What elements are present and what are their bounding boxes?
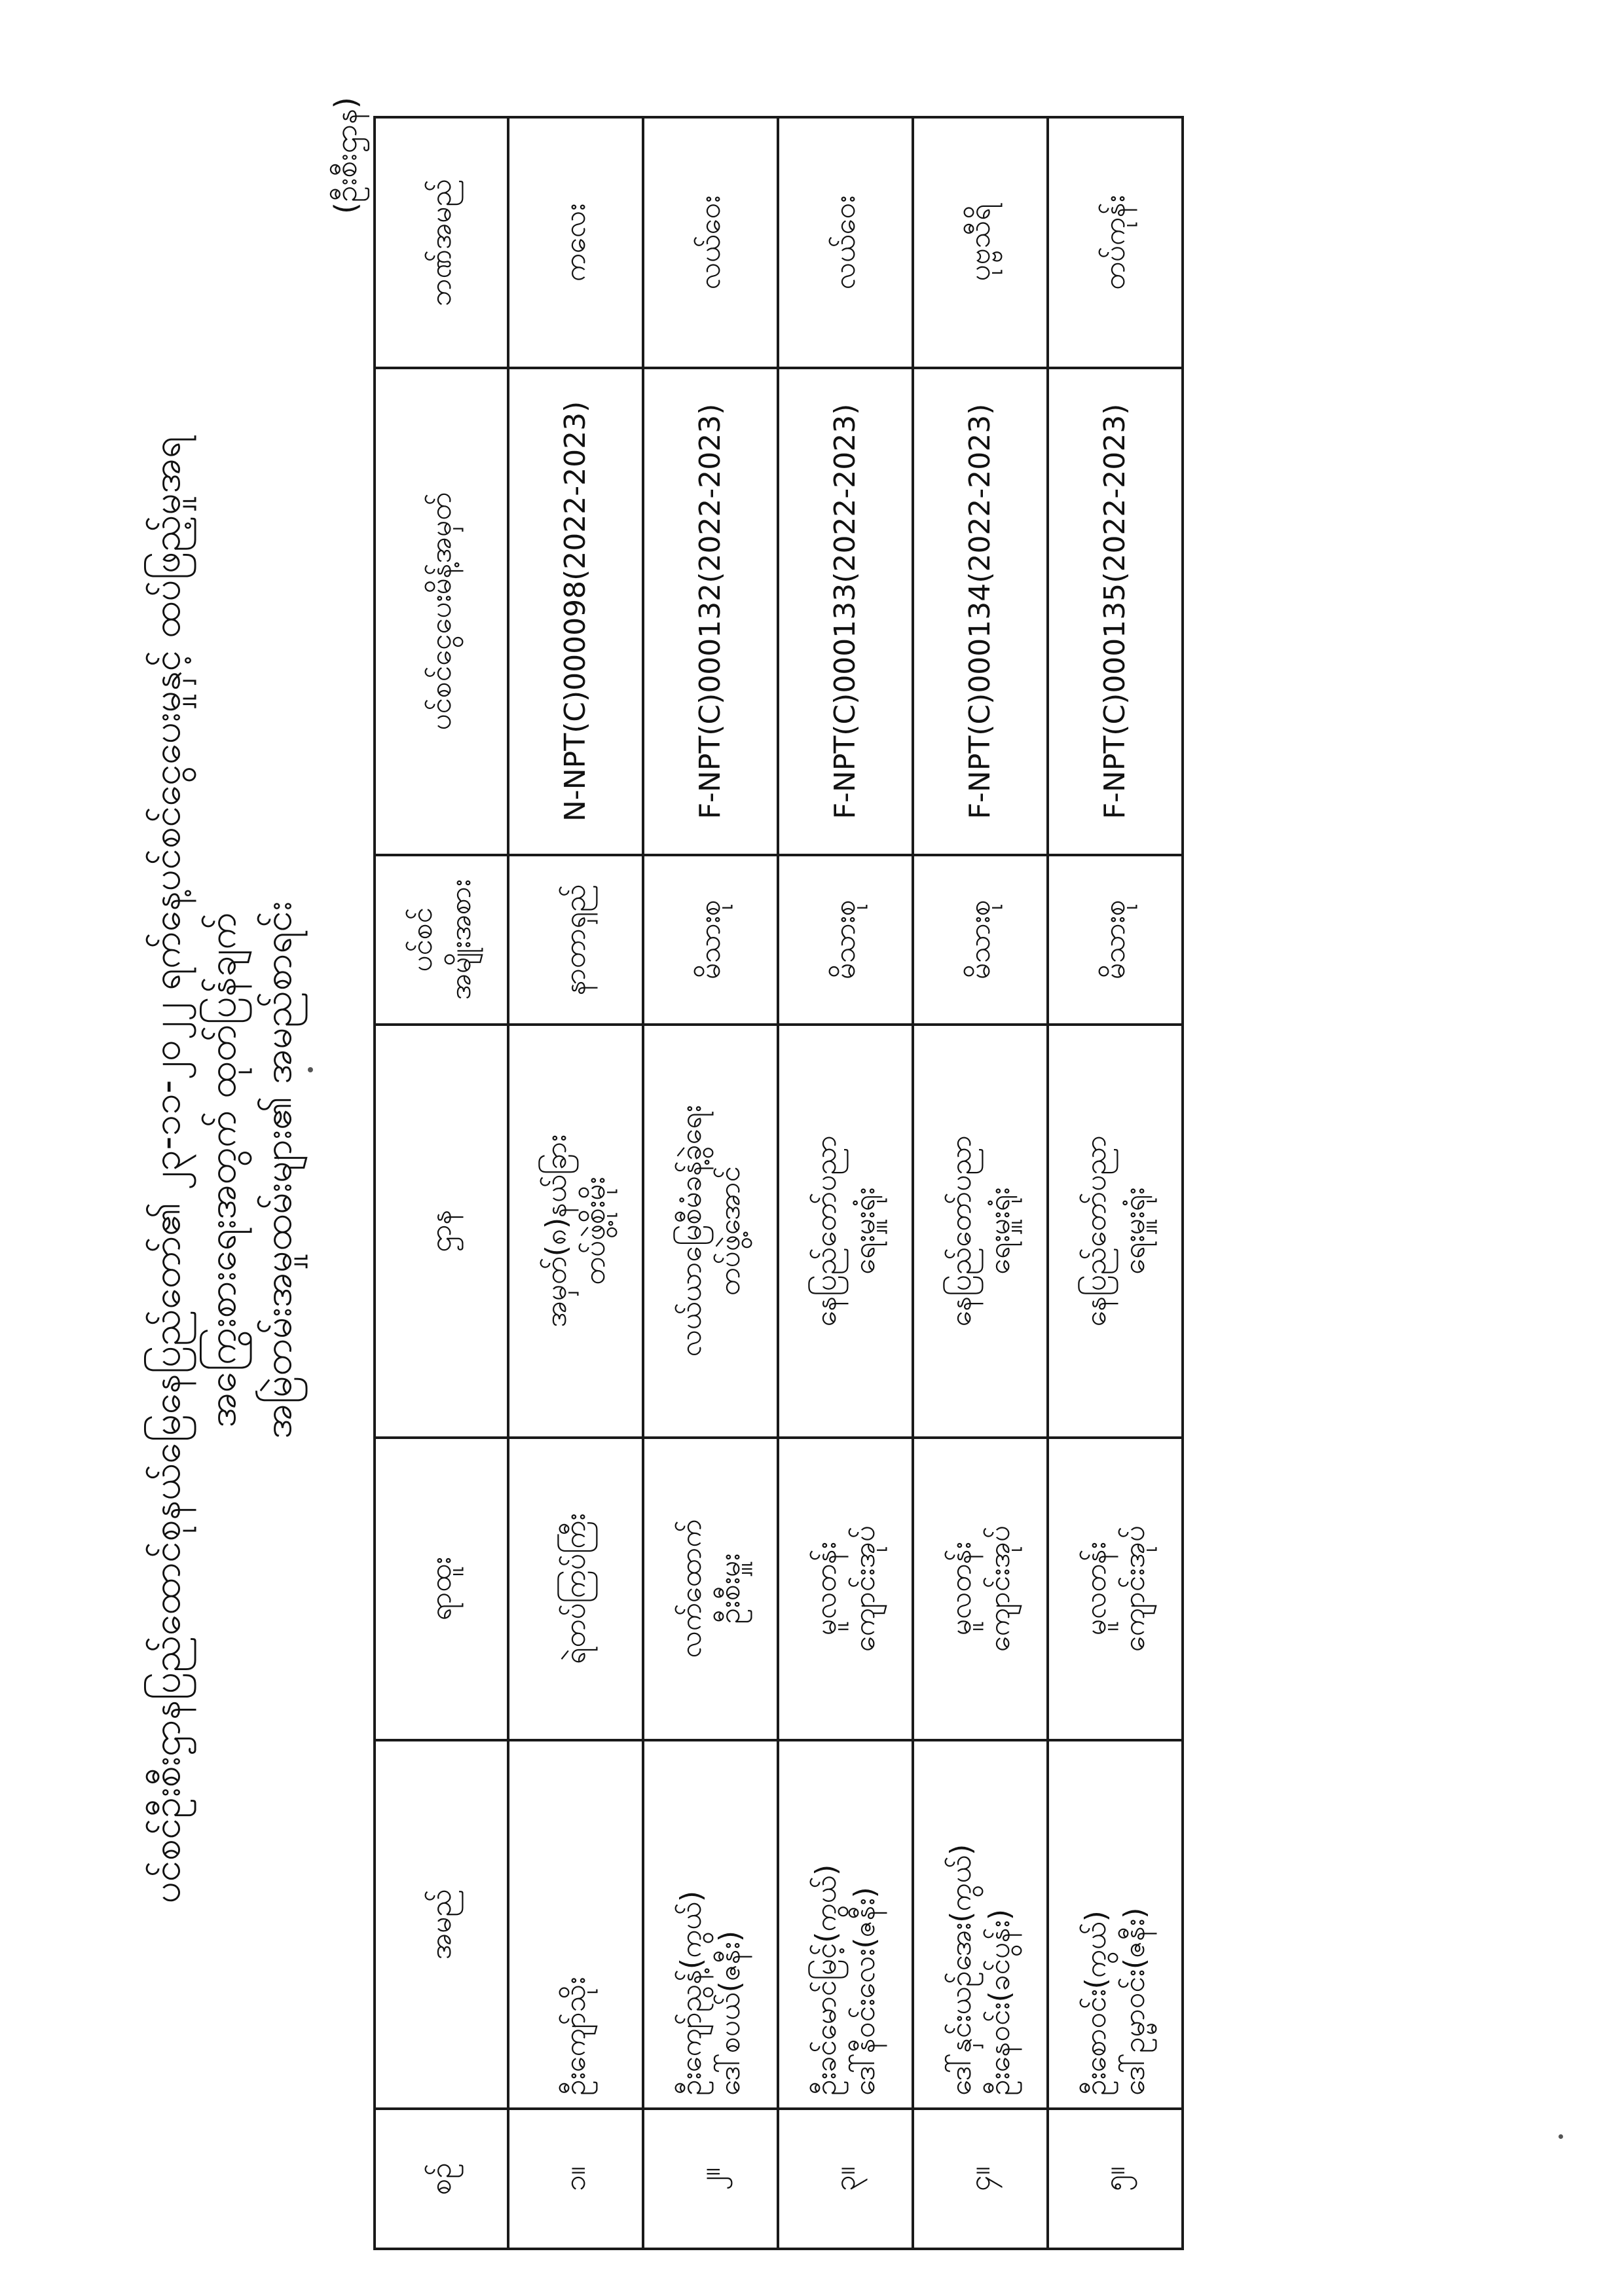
cell-department: နေပြည်တော်ပညာ ရေးမှူးရုံး (1048, 1025, 1183, 1438)
cell-department: နေပြည်တော်ပညာ ရေးမှူးရုံး (778, 1025, 913, 1438)
table-row (643, 117, 778, 2249)
cell-no: ၁။ (508, 2109, 643, 2249)
table-row (913, 117, 1048, 2249)
table-row (1048, 117, 1183, 2249)
scan-speck (1559, 2134, 1563, 2139)
cell-license: F-NPT(C)000135(2022-2023) (1048, 368, 1183, 855)
document-subtitle: အကြွေးစားရေးအတွက် ထုတ်ပြန်ချက် (200, 912, 244, 1428)
cell-department: အမှတ်(၈)နယ်ခြား တပ်ဖွဲ့စိုးမိုး (508, 1025, 643, 1438)
cell-pension-type: မိသားစု (778, 855, 913, 1025)
cell-post: မူလတန်း ကျောင်းအုပ် (913, 1438, 1048, 1740)
unit-label: (ဦးစီးဌာန) (328, 97, 363, 214)
cell-name: ဦးစောဝင်း(ကွယ်) ဒေါ်ဥမ္မာဝင်း(ဇနီး) (1048, 1740, 1183, 2109)
header-pension-type: ပင်စင် အမျိုးအစား (375, 855, 508, 1025)
cell-post: လက်ထောက် ဦးစီးမှူး (643, 1438, 778, 1740)
cell-no: ၄။ (913, 2109, 1048, 2249)
cell-name: ဦးခင်မောင်မြင့်(ကွယ်) ဒေါ်နီဝင်းလေး(ဇနီး) (778, 1740, 913, 2109)
cell-bank: တပ်ကုန်း (1048, 117, 1183, 368)
cell-name: ဦးကျော်သိုး (508, 1740, 643, 2109)
cell-bank: လယ်ဝေး (643, 117, 778, 368)
cell-license: F-NPT(C)000132(2022-2023) (643, 368, 778, 855)
document-subtitle-2: အမြဲတမ်းအမှုထမ်းများ၏ အမည်စာရင်း (255, 901, 300, 1439)
cell-bank: ပုဗ္ဗသီရိ (913, 117, 1048, 368)
header-post: ရာထူး (375, 1438, 508, 1740)
cell-no: ၃။ (778, 2109, 913, 2249)
header-name: အမည် (375, 1740, 508, 2109)
table-row (778, 117, 913, 2249)
header-bank: ဘဏ်အမည် (375, 117, 508, 368)
cell-post: ရဲတပ်ကြပ်ကြီး (508, 1438, 643, 1740)
cell-pension-type: နာတာရှည် (508, 855, 643, 1025)
cell-bank: လယ်ဝေး (778, 117, 913, 368)
cell-pension-type: မိသားစု (1048, 855, 1183, 1025)
table-row (508, 117, 643, 2249)
scan-speck (308, 1067, 313, 1072)
cell-license: F-NPT(C)000134(2022-2023) (913, 368, 1048, 855)
cell-post: မူလတန်း ကျောင်းအုပ် (1048, 1438, 1183, 1740)
cell-department: နေပြည်တော်ပညာ ရေးမှူးရုံး (913, 1025, 1048, 1438)
cell-no: ၂။ (643, 2109, 778, 2249)
cell-name: ဦးကျော်ညွန့်(ကွယ်) ဒေါ်စပယ်(ဇနီး) (643, 1740, 778, 2109)
document-title: ပင်စင်ဦးစီးဌာနပြည်ထောင်စုနယ်မြေနေပြည်တော်၏ ၂၃-၁၁-၂၀၂၂ ရက်နေ့ပင်စင်ငွေပေးမှုနှင့် ထပ်ဖြည့်မှုအရ (144, 436, 189, 1904)
header-license: ပင်စင်ငွေပေးမိန့်အမှတ် (375, 368, 508, 855)
pension-table (373, 116, 1184, 2250)
cell-pension-type: မိသားစု (643, 855, 778, 1025)
cell-license: N-NPT(C)000098(2022-2023) (508, 368, 643, 855)
table-header-row (375, 117, 508, 2249)
cell-post: မူလတန်း ကျောင်းအုပ် (778, 1438, 913, 1740)
cell-department: လယ်ယာမြေစီမံခန့်ခွဲရေး တပ်ဖွဲ့အောင် (643, 1025, 778, 1438)
cell-license: F-NPT(C)000133(2022-2023) (778, 368, 913, 855)
header-no: စဉ် (375, 2109, 508, 2249)
cell-name: ဒေါ်နှင်းယဉ်အေး(ကွယ်) ဦးနေဝင်း(ခင်ပွန်း) (913, 1740, 1048, 2109)
cell-pension-type: မိသားစု (913, 855, 1048, 1025)
header-department: ဌာန (375, 1025, 508, 1438)
cell-bank: ကလေး (508, 117, 643, 368)
cell-no: ၅။ (1048, 2109, 1183, 2249)
